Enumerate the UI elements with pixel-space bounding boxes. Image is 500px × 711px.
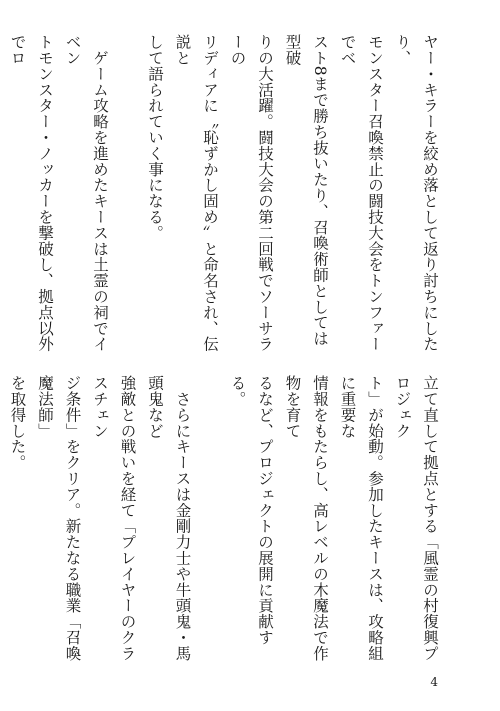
lower-text-block: 立て直して拠点とする「風霊の村復興プロジェク ト」が始動。参加したキースは、攻略組に重要な 情報をもたらし、高レベルの木魔法で作物を育て るなど、プロジェクトの展開に貢献する。 さらにキースは金剛力士や牛頭鬼・馬頭鬼など 強敵との戦いを経て「プレイヤーのクラスチェン ジ条件」をクリア。新たなる職業「召喚魔法師」 を取得した。 bbox=[8, 375, 439, 662]
upper-text-block: ヤー・キラーを絞め落として返り討ちにしたり、 モンスター召喚禁止の闘技大会をトンファーでベ スト8まで勝ち抜いたり、召喚術師としては型破 りの大活躍。闘技大会の第二回戦でソーサラーの リディアに〝恥ずかし固め〟と命名され、伝説と して語られていく事になる。 ゲーム攻略を進めたキースは土霊の祠でイベン トモンスター・ノッカーを撃破し、拠点以外でロ bbox=[8, 34, 439, 352]
page-number: 4 bbox=[430, 675, 438, 689]
